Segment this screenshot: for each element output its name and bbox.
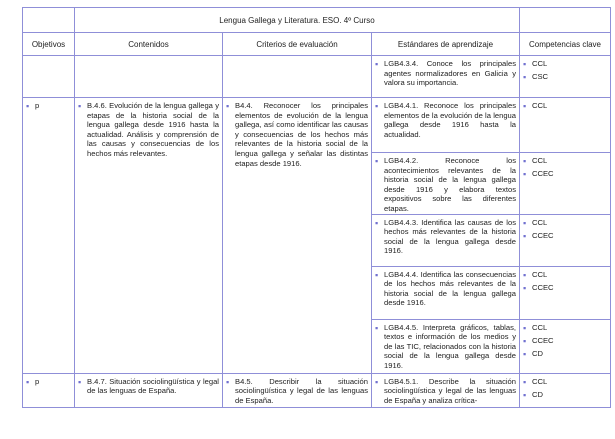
competencia-item	[523, 156, 607, 169]
criterio-item	[223, 98, 371, 168]
cell-estandar	[372, 214, 520, 266]
bullet-icon: ▪	[523, 72, 527, 82]
competencia-item	[523, 323, 607, 336]
bullet-icon: ▪	[523, 282, 527, 293]
competencia-code: CCEC	[532, 282, 554, 292]
header-objetivos: Objetivos	[23, 33, 75, 56]
cell-competencias	[520, 56, 611, 98]
competencia-item	[523, 218, 607, 231]
bullet-icon: ▪	[375, 59, 379, 69]
bullet-icon: ▪	[375, 217, 379, 228]
competencia-item	[523, 390, 607, 403]
objetivo-item-text: p	[35, 376, 40, 386]
competencias-list	[520, 56, 610, 85]
bullet-icon: ▪	[523, 169, 527, 179]
cell-competencias	[520, 214, 611, 266]
cell-contenido	[75, 56, 223, 98]
header-competencias: Competencias clave	[520, 33, 611, 56]
bullet-icon: ▪	[523, 376, 527, 387]
competencia-item	[523, 270, 607, 283]
bullet-icon: ▪	[375, 156, 379, 166]
estandar-item	[372, 320, 519, 371]
cell-competencias	[520, 266, 611, 319]
competencia-code: CCL	[532, 269, 548, 279]
cell-estandar	[372, 373, 520, 407]
cell-estandar	[372, 98, 520, 153]
table-row	[23, 98, 611, 153]
criterio-item-text: B4.5. Describir la situación sociolingüística y legal de las lenguas de España.	[235, 376, 368, 405]
cell-contenido	[75, 98, 223, 374]
bullet-icon: ▪	[226, 101, 230, 111]
competencia-code: CCL	[532, 217, 548, 227]
bullet-icon: ▪	[375, 322, 379, 333]
competencia-code: CCL	[532, 376, 548, 386]
competencia-item	[523, 377, 607, 390]
bullet-icon: ▪	[226, 376, 230, 387]
objetivo-item	[23, 98, 74, 111]
bullet-icon: ▪	[26, 101, 30, 111]
competencia-item	[523, 231, 607, 244]
competencia-item	[523, 101, 607, 114]
curriculum-table	[22, 7, 611, 408]
estandar-item	[372, 374, 519, 406]
header-blank	[23, 8, 75, 33]
bullet-icon: ▪	[375, 269, 379, 280]
estandar-item-text: LGB4.4.2. Reconoce los acontecimientos relevantes de la historia social de la lengua gallega desde 1916 y elabora textos expositivos sobre las diferentes etapas.	[384, 156, 516, 213]
contenido-item-text: B.4.6. Evolución de la lengua gallega y etapas de la historia social de la lengua gallega desde 1916 hasta la actualidad. Análisis y comprensión de las causas y consecuencias de los hechos más relevantes.	[87, 101, 219, 158]
cell-competencias	[520, 373, 611, 407]
header-estandares: Estándares de aprendizaje	[372, 33, 520, 56]
estandar-item-text: LGB4.5.1. Describe la situación sociolingüística y legal de las lenguas de España y analiza crítica-	[384, 376, 516, 405]
cell-competencias	[520, 319, 611, 373]
cell-estandar	[372, 153, 520, 215]
bullet-icon: ▪	[375, 376, 379, 387]
competencia-item	[523, 72, 607, 85]
competencia-code: CCEC	[532, 230, 554, 240]
competencia-item	[523, 349, 607, 362]
cell-objetivo	[23, 98, 75, 374]
estandar-item-text: LGB4.3.4. Conoce los principales agentes normalizadores en Galicia y valora su importancia.	[384, 59, 516, 88]
bullet-icon: ▪	[523, 335, 527, 346]
competencia-code: CD	[532, 389, 543, 399]
objetivo-item-text: p	[35, 101, 40, 110]
competencia-code: CSC	[532, 72, 549, 81]
competencia-item	[523, 283, 607, 296]
competencias-list	[520, 267, 610, 296]
estandar-item	[372, 215, 519, 256]
competencia-code: CCEC	[532, 169, 554, 178]
header-criterios: Criterios de evaluación	[223, 33, 372, 56]
cell-contenido	[75, 373, 223, 407]
table-row	[23, 56, 611, 98]
estandar-item-text: LGB4.4.3. Identifica las causas de los hechos más relevantes de la historia social de la lengua gallega desde 1916.	[384, 217, 516, 256]
cell-criterio	[223, 56, 372, 98]
bullet-icon: ▪	[523, 156, 527, 166]
bullet-icon: ▪	[26, 376, 30, 387]
competencias-list	[520, 98, 610, 114]
estandar-item-text: LGB4.4.5. Interpreta gráficos, tablas, textos e información de los medios y de las TIC, relacionados con la historia social de la lengua gallega desde 1916.	[384, 322, 516, 370]
table-row	[23, 373, 611, 407]
bullet-icon: ▪	[523, 269, 527, 280]
contenido-item	[75, 374, 222, 396]
contenido-item	[75, 98, 222, 159]
cell-objetivo	[23, 56, 75, 98]
competencia-item	[523, 59, 607, 72]
bullet-icon: ▪	[523, 389, 527, 400]
header-contenidos: Contenidos	[75, 33, 223, 56]
competencia-code: CCL	[532, 59, 548, 68]
bullet-icon: ▪	[523, 101, 527, 111]
bullet-icon: ▪	[375, 101, 379, 111]
competencias-list	[520, 320, 610, 362]
bullet-icon: ▪	[78, 101, 82, 111]
header-blank	[520, 8, 611, 33]
cell-estandar	[372, 266, 520, 319]
cell-competencias	[520, 98, 611, 153]
competencia-item	[523, 169, 607, 182]
cell-estandar	[372, 319, 520, 373]
estandar-item-text: LGB4.4.4. Identifica las consecuencias de los hechos más relevantes de la historia social de la lengua gallega desde 1916.	[384, 269, 516, 308]
cell-competencias	[520, 153, 611, 215]
bullet-icon: ▪	[523, 230, 527, 241]
bullet-icon: ▪	[523, 348, 527, 359]
competencia-code: CD	[532, 348, 543, 358]
objetivo-item	[23, 374, 74, 387]
competencia-code: CCL	[532, 322, 548, 332]
competencia-item	[523, 336, 607, 349]
bullet-icon: ▪	[78, 376, 82, 387]
table-title: Lengua Gallega y Literatura. ESO. 4º Curso	[75, 8, 520, 33]
criterio-item	[223, 374, 371, 406]
bullet-icon: ▪	[523, 217, 527, 228]
estandar-item	[372, 56, 519, 88]
bullet-icon: ▪	[523, 322, 527, 333]
criterio-item-text: B4.4. Reconocer los principales elementos de evolución de la lengua gallega, así como identificar las causas y consecuencias de los hechos más relevantes de la historia social de la lengua gallega y señalar las distintas etapas desde 1916.	[235, 101, 368, 168]
cell-criterio	[223, 373, 372, 407]
competencia-code: CCEC	[532, 335, 554, 345]
cell-estandar	[372, 56, 520, 98]
estandar-item	[372, 98, 519, 139]
bullet-icon: ▪	[523, 59, 527, 69]
competencia-code: CCL	[532, 101, 548, 110]
estandar-item-text: LGB4.4.1. Reconoce los principales elementos de la evolución de la lengua gallega desde 1916 hasta la actualidad.	[384, 101, 516, 139]
competencias-list	[520, 153, 610, 182]
competencia-code: CCL	[532, 156, 548, 165]
cell-criterio	[223, 98, 372, 374]
competencias-list	[520, 215, 610, 244]
estandar-item	[372, 267, 519, 308]
competencias-list	[520, 374, 610, 403]
estandar-item	[372, 153, 519, 214]
contenido-item-text: B.4.7. Situación sociolingüística y legal de las lenguas de España.	[87, 376, 219, 396]
cell-objetivo	[23, 373, 75, 407]
